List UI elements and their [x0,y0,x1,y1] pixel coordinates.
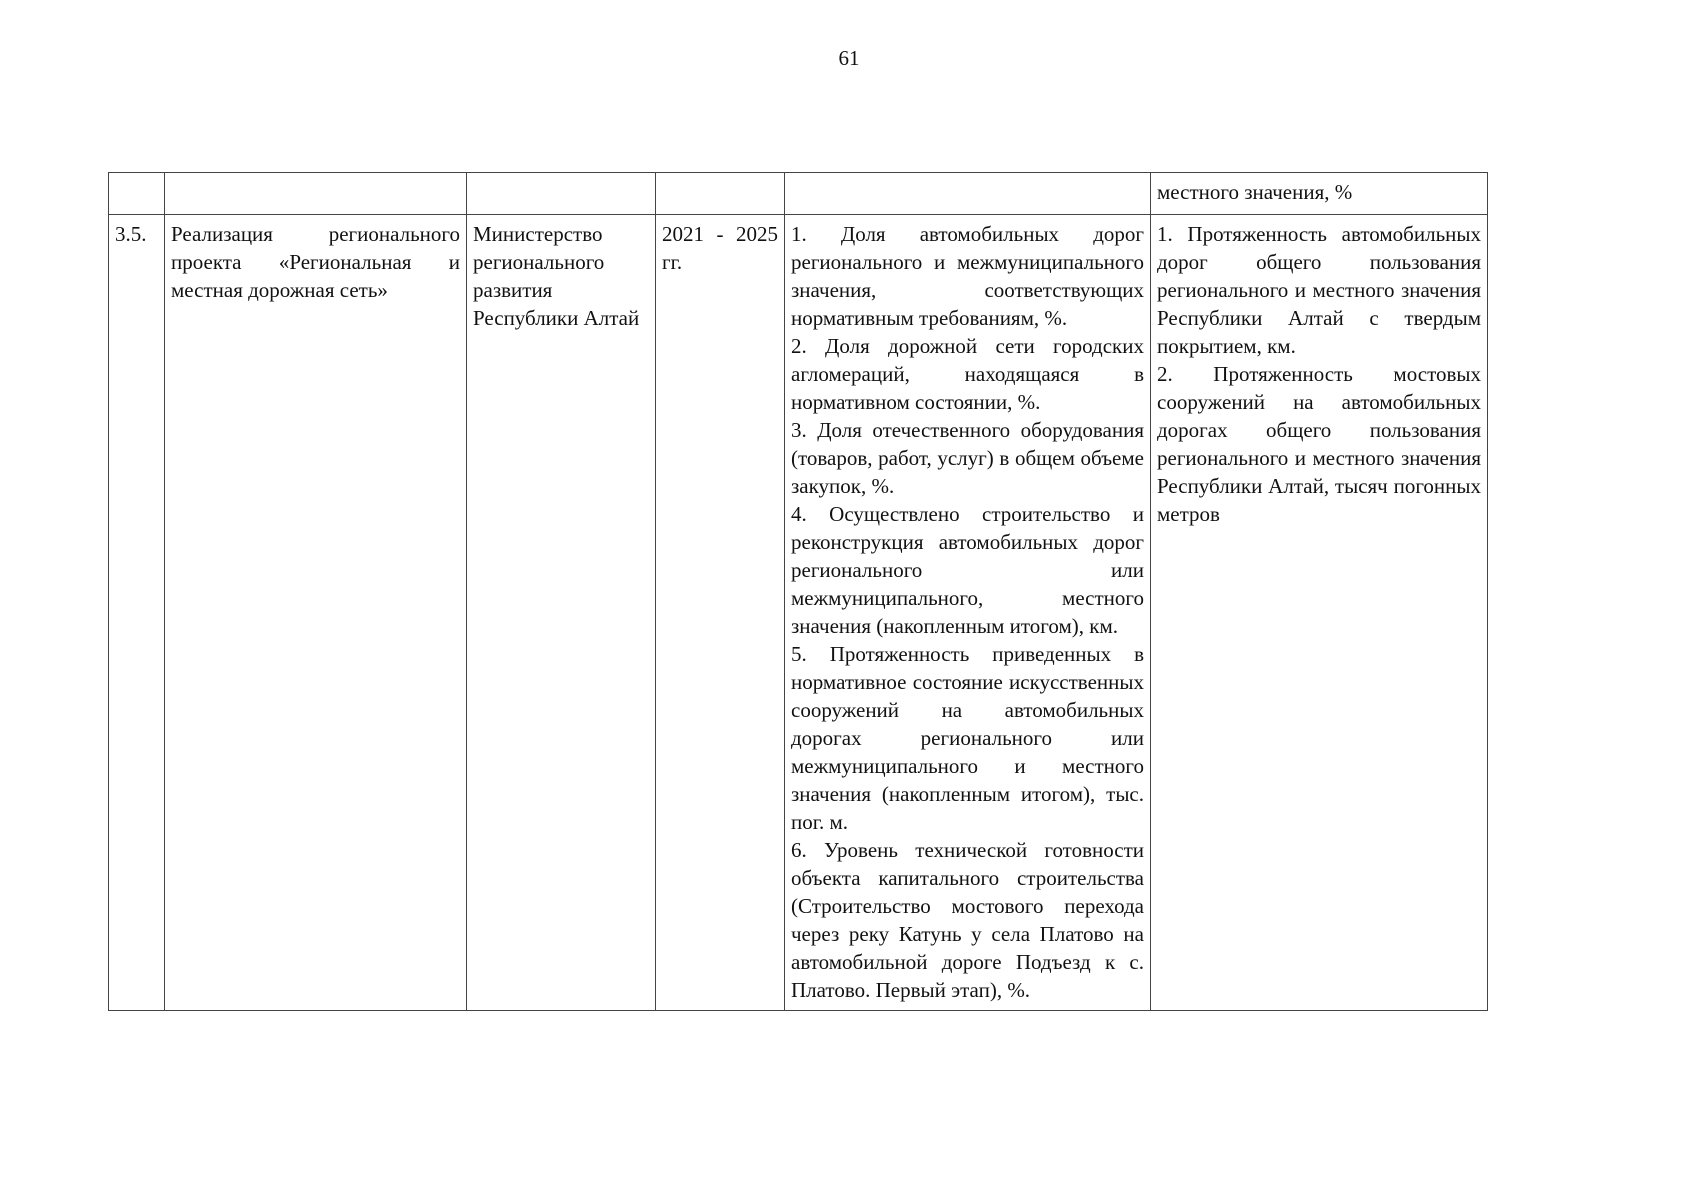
cell-number-empty [109,173,165,215]
cell-executor-empty [467,173,656,215]
result-item: 1. Протяженность автомобильных дорог общего пользования регионального и местного значения Республики Алтай с твердым покрытием, км. [1157,222,1481,358]
table-row [109,215,1488,1011]
cell-executor: Министерство регионального развития Республики Алтай [467,215,656,1011]
indicator-item: 4. Осуществлено строительство и реконструкция автомобильных дорог регионального или межмуниципального, местного значения (накопленным итогом), км. [791,502,1144,638]
cell-results [1151,215,1488,1011]
cell-name-empty [165,173,467,215]
indicator-item: 6. Уровень технической готовности объекта капитального строительства (Строительство мостового перехода через реку Катунь у села Платово на автомобильной дороге Подъезд к с. Платово. Первый этап), %. [791,838,1144,1002]
indicator-item: 2. Доля дорожной сети городских агломераций, находящаяся в нормативном состоянии, %. [791,334,1144,414]
cell-years: 2021 - 2025 гг. [656,215,785,1011]
cell-indicators-empty [785,173,1151,215]
indicator-item: 1. Доля автомобильных дорог регионального и межмуниципального значения, соответствующих нормативным требованиям, %. [791,222,1144,330]
cell-event-name: Реализация регионального проекта «Региональная и местная дорожная сеть» [165,215,467,1011]
program-table [108,172,1488,1011]
cell-result-tail: местного значения, % [1151,173,1488,215]
result-item: 2. Протяженность мостовых сооружений на автомобильных дорогах общего пользования регионального и местного значения Республики Алтай, тысяч погонных метров [1157,362,1481,526]
table-row-continuation [109,173,1488,215]
indicator-item: 3. Доля отечественного оборудования (товаров, работ, услуг) в общем объеме закупок, %. [791,418,1144,498]
cell-years-empty [656,173,785,215]
indicator-item: 5. Протяженность приведенных в нормативное состояние искусственных сооружений на автомобильных дорогах регионального или межмуниципального и местного значения (накопленным итогом), тыс. пог. м. [791,642,1144,834]
page-number: 61 [838,46,860,70]
cell-indicators [785,215,1151,1011]
cell-item-number: 3.5. [109,215,165,1011]
